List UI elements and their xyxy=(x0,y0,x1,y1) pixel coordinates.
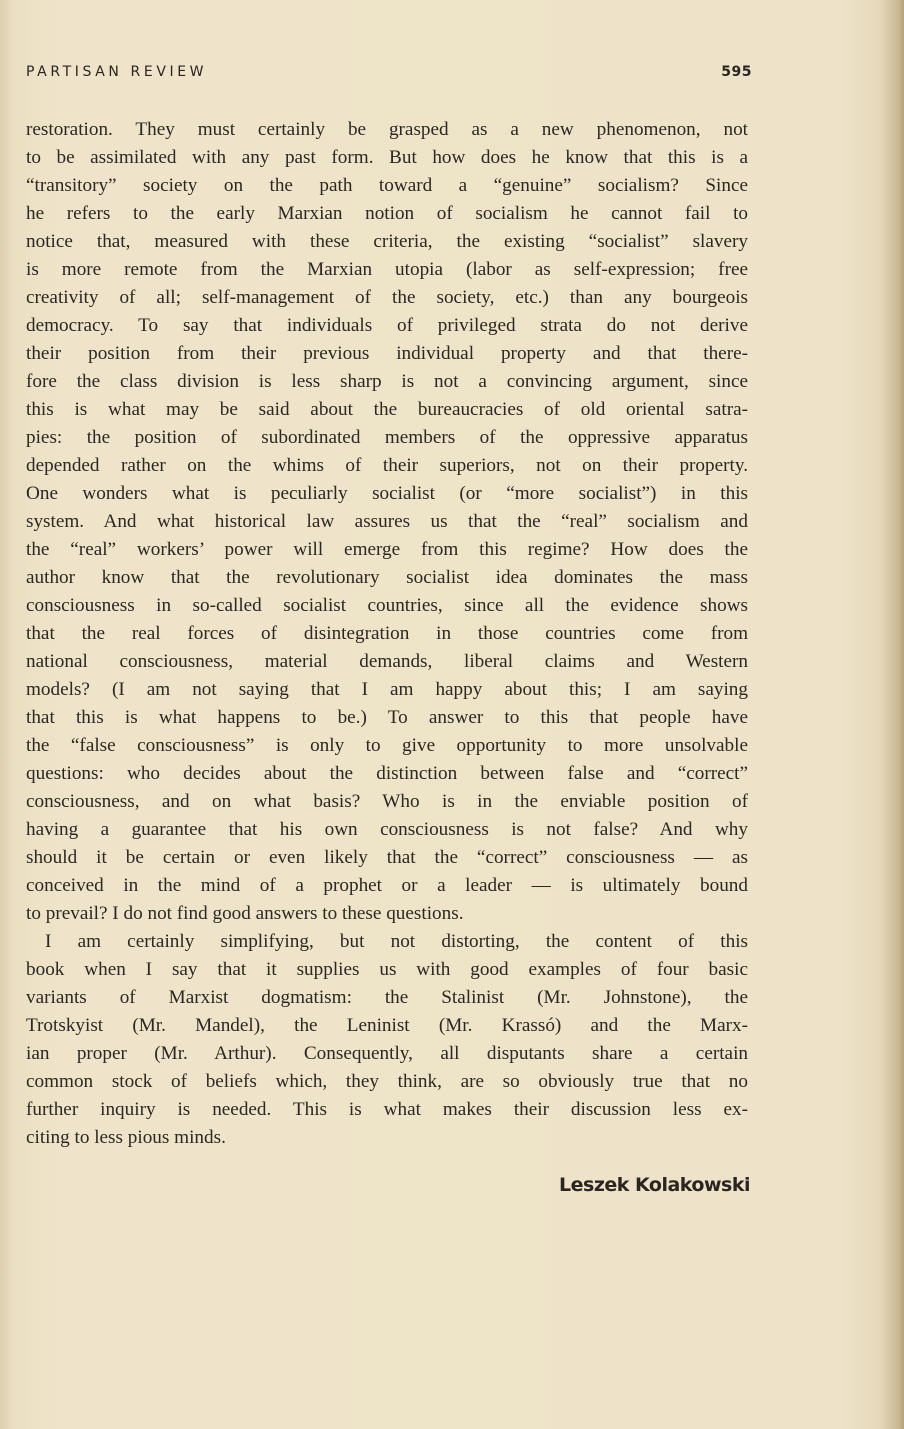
text-line: fore the class division is less sharp is not a convincing argument, since xyxy=(26,371,748,392)
text-line: One wonders what is peculiarly socialist (or “more socialist”) in this xyxy=(26,483,748,504)
text-line: author know that the revolutionary socialist idea dominates the mass xyxy=(26,567,748,588)
text-line: consciousness, and on what basis? Who is in the enviable position of xyxy=(26,791,748,812)
text-line: restoration. They must certainly be grasped as a new phenomenon, not xyxy=(26,119,748,140)
text-line: pies: the position of subordinated members of the oppressive apparatus xyxy=(26,427,748,448)
paragraph-2 xyxy=(26,928,748,1152)
text-line: should it be certain or even likely that the “correct” consciousness — as xyxy=(26,847,748,868)
author-signature: Leszek Kolakowski xyxy=(559,1174,750,1196)
text-line: creativity of all; self-management of the society, etc.) than any bourgeois xyxy=(26,287,748,308)
text-line: notice that, measured with these criteria, the existing “socialist” slavery xyxy=(26,231,748,252)
paragraph-1 xyxy=(26,116,748,928)
text-line: their position from their previous individual property and that there- xyxy=(26,343,748,364)
text-line: “transitory” society on the path toward a “genuine” socialism? Since xyxy=(26,175,748,196)
text-line: I am certainly simplifying, but not distorting, the content of this xyxy=(45,931,748,952)
text-line: common stock of beliefs which, they think, are so obviously true that no xyxy=(26,1071,748,1092)
text-line: conceived in the mind of a prophet or a leader — is ultimately bound xyxy=(26,875,748,896)
text-line: national consciousness, material demands, liberal claims and Western xyxy=(26,651,748,672)
text-line: book when I say that it supplies us with good examples of four basic xyxy=(26,959,748,980)
text-line: the “real” workers’ power will emerge from this regime? How does the xyxy=(26,539,748,560)
running-header xyxy=(26,64,752,88)
text-line: is more remote from the Marxian utopia (labor as self-expression; free xyxy=(26,259,748,280)
text-line: that this is what happens to be.) To answer to this that people have xyxy=(26,707,748,728)
text-line: models? (I am not saying that I am happy about this; I am saying xyxy=(26,679,748,700)
text-line: variants of Marxist dogmatism: the Stalinist (Mr. Johnstone), the xyxy=(26,987,748,1008)
journal-title: PARTISAN REVIEW xyxy=(26,64,208,80)
text-line: to prevail? I do not find good answers to these questions. xyxy=(26,903,464,924)
text-line: depended rather on the whims of their superiors, not on their property. xyxy=(26,455,748,476)
text-line: having a guarantee that his own consciousness is not false? And why xyxy=(26,819,748,840)
text-line: consciousness in so-called socialist countries, since all the evidence shows xyxy=(26,595,748,616)
text-line: democracy. To say that individuals of privileged strata do not derive xyxy=(26,315,748,336)
article-text xyxy=(26,116,748,1152)
text-line: the “false consciousness” is only to give opportunity to more unsolvable xyxy=(26,735,748,756)
text-line: this is what may be said about the bureaucracies of old oriental satra- xyxy=(26,399,748,420)
text-line: to be assimilated with any past form. But how does he know that this is a xyxy=(26,147,748,168)
text-line: ian proper (Mr. Arthur). Consequently, all disputants share a certain xyxy=(26,1043,748,1064)
text-line: system. And what historical law assures us that the “real” socialism and xyxy=(26,511,748,532)
text-line: citing to less pious minds. xyxy=(26,1127,226,1148)
text-line: further inquiry is needed. This is what makes their discussion less ex- xyxy=(26,1099,748,1120)
page-number: 595 xyxy=(721,64,752,80)
text-line: questions: who decides about the distinction between false and “correct” xyxy=(26,763,748,784)
text-line: he refers to the early Marxian notion of socialism he cannot fail to xyxy=(26,203,748,224)
text-line: Trotskyist (Mr. Mandel), the Leninist (Mr. Krassó) and the Marx- xyxy=(26,1015,748,1036)
text-line: that the real forces of disintegration in those countries come from xyxy=(26,623,748,644)
